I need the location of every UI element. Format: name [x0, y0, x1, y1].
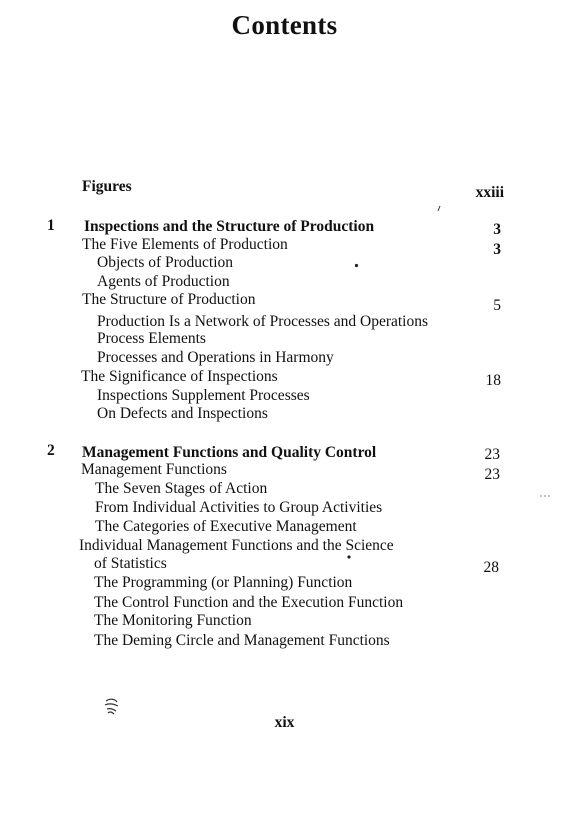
- toc-entry: From Individual Activities to Group Activities: [95, 499, 383, 516]
- toc-entry: Objects of Production: [97, 254, 234, 271]
- chapter-number: 2: [47, 442, 55, 459]
- toc-figures-page: xxiii: [475, 184, 504, 201]
- toc-entry: The Deming Circle and Management Functions: [94, 632, 390, 649]
- toc-entry-page: 18: [485, 372, 501, 389]
- toc-entry: The Seven Stages of Action: [95, 480, 268, 497]
- toc-entry: The Monitoring Function: [94, 612, 252, 629]
- toc-entry: The Programming (or Planning) Function: [94, 574, 353, 591]
- toc-entry-page: 3: [493, 241, 501, 258]
- toc-entry: On Defects and Inspections: [97, 405, 268, 422]
- page-number: xix: [274, 714, 295, 731]
- chapter-title: Inspections and the Structure of Production: [84, 218, 375, 235]
- toc-entry: of Statistics: [94, 555, 167, 572]
- chapter-number: 1: [47, 217, 55, 234]
- page-title: Contents: [231, 10, 338, 40]
- chapter-title: Management Functions and Quality Control: [82, 444, 377, 461]
- toc-entry: Agents of Production: [97, 273, 230, 290]
- toc-entry: Production Is a Network of Processes and Operations: [97, 313, 429, 330]
- chapter-page: 3: [493, 221, 501, 238]
- toc-entry: The Five Elements of Production: [82, 236, 288, 253]
- toc-entry: Management Functions: [81, 461, 227, 478]
- toc-entry: Processes and Operations in Harmony: [97, 349, 334, 366]
- toc-figures-label: Figures: [82, 178, 132, 195]
- toc-entry: The Categories of Executive Management: [95, 518, 357, 535]
- scan-speck: [540, 494, 552, 498]
- toc-entry: Process Elements: [97, 330, 206, 347]
- toc-entry-page: 5: [493, 297, 501, 314]
- toc-entry: Individual Management Functions and the Science: [79, 537, 394, 554]
- chapter-page: 23: [484, 446, 500, 463]
- scan-speck: [346, 554, 352, 560]
- toc-entry-page: 28: [483, 559, 499, 576]
- scan-speck: [354, 263, 359, 268]
- toc-entry: The Control Function and the Execution Function: [94, 594, 404, 611]
- hand-mark-icon: [102, 696, 122, 716]
- toc-entry: Inspections Supplement Processes: [97, 387, 310, 404]
- toc-entry: The Significance of Inspections: [81, 368, 278, 385]
- scan-speck: [437, 206, 441, 212]
- toc-entry-page: 23: [484, 466, 500, 483]
- toc-entry: The Structure of Production: [82, 291, 256, 308]
